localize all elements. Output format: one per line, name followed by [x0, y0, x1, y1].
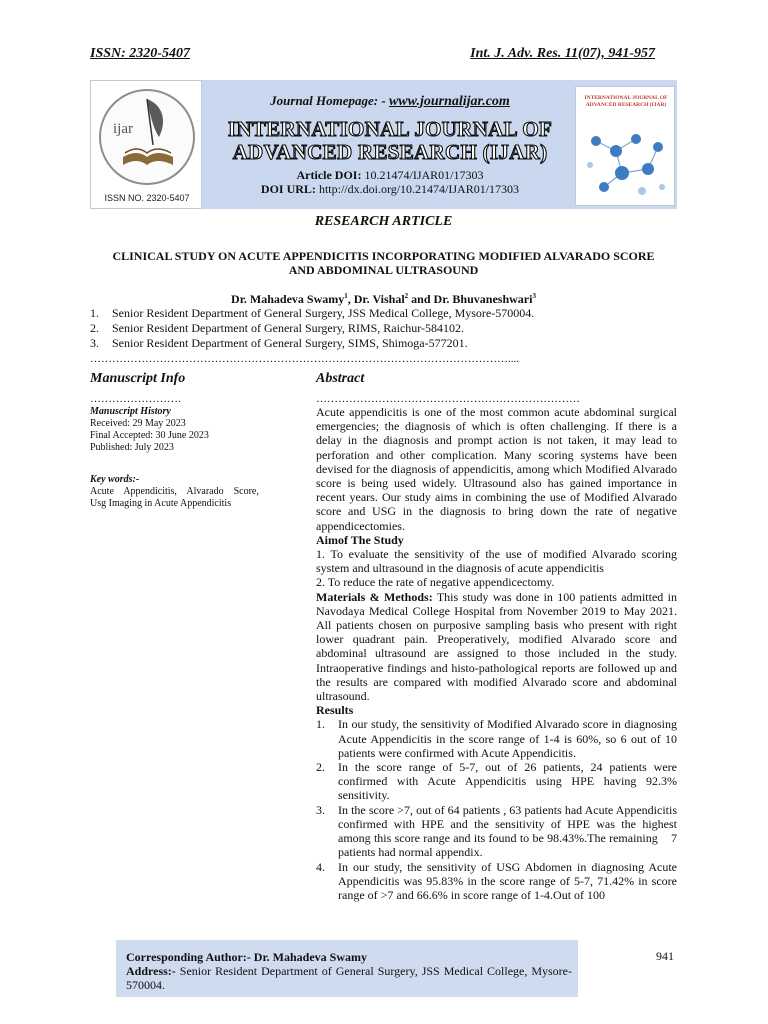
author-3-affil: 3 — [532, 292, 536, 300]
homepage-link[interactable]: www.journalijar.com — [388, 94, 510, 109]
result-item — [316, 802, 680, 860]
doi-url-value[interactable]: http://dx.doi.org/10.21474/IJAR01/17303 — [318, 182, 520, 196]
header-journal-ref: Int. J. Adv. Res. 11(07), 941-957 — [470, 46, 655, 61]
abstract-heading: Abstract — [316, 371, 365, 386]
result-item — [316, 760, 677, 803]
divider-right: ……………………………………………………………… — [316, 393, 580, 405]
affiliation-number: 1. — [90, 306, 99, 320]
author-2: Dr. Vishal — [353, 292, 405, 306]
aim-2: 2. To reduce the rate of negative appendicectomy. — [316, 575, 555, 590]
keywords-line2: Usg Imaging in Acute Appendicitis — [90, 498, 232, 509]
result-number: 3. — [316, 802, 325, 817]
paper-title-line1: CLINICAL STUDY ON ACUTE APPENDICITIS INCORPORATING MODIFIED ALVARADO SCORE — [112, 249, 655, 263]
aim-1: 1. To evaluate the sensitivity of the use of modified Alvarado scoring system and ultrasound in the diagnosis of acute appendicitis — [316, 547, 677, 576]
methods-paragraph — [316, 590, 677, 704]
affiliation-text: Senior Resident Department of General Surgery, SIMS, Shimoga-577201. — [112, 336, 468, 350]
logo-issn: ISSN NO. 2320-5407 — [104, 193, 190, 203]
published-date: Published: July 2023 — [90, 442, 174, 453]
logo-text: ijar — [113, 121, 133, 137]
methods-text: This study was done in 100 patients admitted in Navodaya Medical College Hospital from November 2019 to May 2021. All patients chosen on purposive sampling basis who present with right lower quadrant pain. Preoperatively, modified Alvarado score and abdominal ultrasound are assigned to those included in the study. Intraoperative findings and histo-pathological reports are followed up and the results are compared with modified Alvarado score and abdominal ultrasound. — [316, 589, 677, 704]
result-number: 4. — [316, 859, 325, 874]
journal-title-line2: ADVANCED RESEARCH (IJAR) — [232, 140, 548, 164]
address-label: Address:- — [126, 964, 176, 978]
author-sep-1: , — [347, 292, 354, 306]
manuscript-info-heading: Manuscript Info — [90, 371, 186, 386]
manuscript-history — [90, 406, 270, 454]
journal-logo — [90, 80, 202, 209]
history-label: Manuscript History — [90, 406, 171, 417]
author-1: Dr. Mahadeva Swamy — [231, 292, 345, 306]
author-2-affil: 2 — [404, 292, 409, 300]
result-number: 1. — [316, 717, 325, 732]
paper-title — [90, 249, 677, 277]
methods-label: Materials & Methods: — [316, 589, 433, 604]
doi-block — [200, 168, 580, 196]
journal-cover-thumbnail — [575, 86, 675, 206]
result-text: In the score >7, out of 64 patients , 63 patients had Acute Appendicitis confirmed with HPE and the sensitivity of HPE was the highest among this score range and its found to be 98.43%.The remaining 7 patients had normal appendix. — [338, 802, 680, 860]
result-text: In our study, the sensitivity of Modified Alvarado score in diagnosing Acute Appendicitis in the score range of 1-4 is 60%, so 6 out of 10 patients were confirmed with Acute Appendicitis. — [338, 717, 677, 760]
keywords-line1: Acute Appendicitis, Alvarado Score, — [90, 486, 259, 497]
accepted-date: Final Accepted: 30 June 2023 — [90, 430, 209, 441]
corresponding-author — [126, 950, 572, 992]
running-header — [90, 46, 655, 68]
author-list — [90, 292, 677, 307]
molecule-icon — [582, 121, 670, 201]
abstract-body — [316, 405, 680, 902]
author-1-affil: 1 — [344, 292, 348, 300]
affiliation-number: 3. — [90, 336, 99, 350]
doi-label: Article DOI: — [296, 168, 362, 182]
result-text: In the score range of 5-7, out of 26 patients, 24 patients were confirmed with Acute Appendicitis using HPE having 92.3% sensitivity. — [338, 760, 677, 803]
paper-title-line2: AND ABDOMINAL ULTRASOUND — [288, 263, 479, 277]
received-date: Received: 29 May 2023 — [90, 418, 186, 429]
affiliation-number: 2. — [90, 321, 99, 335]
keywords — [90, 474, 270, 510]
page-number: 941 — [656, 949, 674, 963]
doi-value[interactable]: 10.21474/IJAR01/17303 — [364, 168, 484, 182]
result-item — [316, 717, 677, 760]
journal-homepage — [200, 93, 580, 110]
divider-full: …………………………………………………………………………………………………….... — [90, 353, 519, 365]
homepage-label: Journal Homepage: - — [270, 93, 386, 108]
address-text: Senior Resident Department of General Surgery, JSS Medical College, Mysore-570004. — [126, 964, 572, 992]
affiliation-text: Senior Resident Department of General Surgery, JSS Medical College, Mysore-570004. — [112, 306, 535, 320]
affiliation-text: Senior Resident Department of General Surgery, RIMS, Raichur-584102. — [112, 321, 465, 335]
result-number: 2. — [316, 760, 325, 775]
journal-title — [200, 118, 580, 164]
article-type: RESEARCH ARTICLE — [314, 214, 453, 229]
author-3: Dr. Bhuvaneshwari — [433, 292, 533, 306]
abstract-intro: Acute appendicitis is one of the most common acute abdominal surgical emergencies; the diagnosis of which is often challenging. If there is a delay in the diagnosis and prompt action is not taken, it may lead to perforation and other complication. Many scoring systems have been devised for the diagnosis of appendicitis, among which Modified Alvarado score is being used widely. Ultrasound also has gained importance in recent years. Our study aims in combining the use of Modified Alvarado score and USG in the diagnosis to bring down the rate of negative appendicectomies. — [316, 405, 677, 533]
corr-author-label: Corresponding Author:- Dr. Mahadeva Swamy — [126, 950, 368, 964]
header-issn: ISSN: 2320-5407 — [90, 46, 190, 61]
results-list — [316, 717, 680, 902]
results-heading: Results — [316, 703, 354, 718]
doi-url-label: DOI URL: — [260, 182, 316, 196]
result-text: In our study, the sensitivity of USG Abdomen in diagnosing Acute Appendicitis was 95.83% in the score range of 5-7, 71.42% in score range of >7 and 66.6% in score range of 1-4.Out of 100 — [338, 859, 677, 902]
keywords-label: Key words:- — [90, 474, 140, 485]
journal-title-line1: INTERNATIONAL JOURNAL OF — [227, 117, 553, 141]
author-sep-2: and — [408, 292, 434, 306]
cover-title: INTERNATIONAL JOURNAL OF ADVANCED RESEARCH (IJAR) — [584, 95, 668, 108]
aim-heading: Aimof The Study — [316, 532, 404, 547]
divider-left: ……………………. — [90, 393, 181, 405]
result-item — [316, 860, 677, 903]
